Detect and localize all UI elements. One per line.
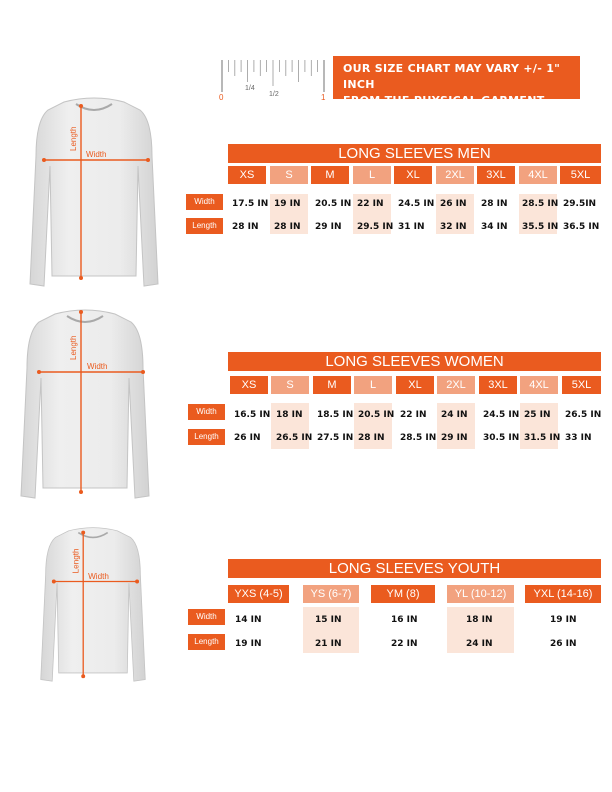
women-width-5xl: 26.5 IN <box>565 410 602 420</box>
men-length-m: 29 IN <box>315 222 342 232</box>
women-width-l: 20.5 IN <box>358 410 395 420</box>
women-shirt-width-label: Width <box>87 362 108 371</box>
note-line-1: OUR SIZE CHART MAY VARY +/- 1" INCH <box>343 62 561 91</box>
women-table-title: LONG SLEEVES WOMEN <box>228 352 601 371</box>
youth-length-ys: 21 IN <box>315 639 342 649</box>
women-size-xl: XL <box>396 376 434 394</box>
youth-size-ym: YM (8) <box>371 585 435 603</box>
women-size-3xl: 3XL <box>479 376 517 394</box>
youth-length-label: Length <box>188 634 225 650</box>
size-chart-note <box>333 56 580 107</box>
women-width-label: Width <box>188 404 225 420</box>
ruler-icon <box>218 56 328 102</box>
women-length-4xl: 31.5 IN <box>524 433 561 443</box>
note-line-2: FROM THE PHYSICAL GARMENT. <box>343 94 548 107</box>
men-length-xs: 28 IN <box>232 222 259 232</box>
men-length-4xl: 35.5 IN <box>522 222 559 232</box>
men-size-5xl: 5XL <box>560 166 601 184</box>
men-length-l: 29.5 IN <box>357 222 394 232</box>
men-width-3xl: 28 IN <box>481 199 508 209</box>
men-size-xs: XS <box>228 166 266 184</box>
men-width-2xl: 26 IN <box>440 199 467 209</box>
men-size-l: L <box>353 166 391 184</box>
ruler-half: 1/2 <box>269 91 279 98</box>
women-length-label: Length <box>188 429 225 445</box>
ruler-quarter: 1/4 <box>245 85 255 92</box>
youth-size-yl: YL (10-12) <box>447 585 514 603</box>
men-size-s: S <box>270 166 308 184</box>
youth-width-yxl: 19 IN <box>550 615 577 625</box>
youth-size-yxl: YXL (14-16) <box>525 585 601 603</box>
women-width-xl: 22 IN <box>400 410 427 420</box>
shirt-front-icon <box>28 526 158 686</box>
men-length-label: Length <box>186 218 223 234</box>
men-width-5xl: 29.5IN <box>563 199 597 209</box>
men-length-xl: 31 IN <box>398 222 425 232</box>
men-width-xl: 24.5 IN <box>398 199 435 209</box>
women-length-3xl: 30.5 IN <box>483 433 520 443</box>
men-size-4xl: 4XL <box>519 166 557 184</box>
men-size-3xl: 3XL <box>477 166 515 184</box>
men-size-xl: XL <box>394 166 432 184</box>
men-width-m: 20.5 IN <box>315 199 352 209</box>
women-length-l: 28 IN <box>358 433 385 443</box>
youth-width-yl: 18 IN <box>466 615 493 625</box>
youth-length-yxl: 26 IN <box>550 639 577 649</box>
youth-size-yxs: YXS (4-5) <box>228 585 289 603</box>
youth-width-yxs: 14 IN <box>235 615 262 625</box>
women-length-5xl: 33 IN <box>565 433 592 443</box>
ruler-zero: 0 <box>219 93 224 102</box>
women-size-2xl: 2XL <box>437 376 475 394</box>
men-length-s: 28 IN <box>274 222 301 232</box>
shirt-front-icon <box>20 96 168 292</box>
women-width-m: 18.5 IN <box>317 410 354 420</box>
youth-length-yxs: 19 IN <box>235 639 262 649</box>
women-shirt-length-label: Length <box>69 335 78 360</box>
men-shirt-width-label: Width <box>86 150 107 159</box>
men-size-m: M <box>311 166 349 184</box>
youth-shirt-width-label: Width <box>88 572 109 582</box>
women-size-xs: XS <box>230 376 268 394</box>
women-length-m: 27.5 IN <box>317 433 354 443</box>
women-width-2xl: 24 IN <box>441 410 468 420</box>
women-size-4xl: 4XL <box>520 376 558 394</box>
women-width-4xl: 25 IN <box>524 410 551 420</box>
youth-width-ym: 16 IN <box>391 615 418 625</box>
women-length-2xl: 29 IN <box>441 433 468 443</box>
youth-table-title: LONG SLEEVES YOUTH <box>228 559 601 578</box>
women-length-xs: 26 IN <box>234 433 261 443</box>
men-length-5xl: 36.5 IN <box>563 222 600 232</box>
women-length-s: 26.5 IN <box>276 433 313 443</box>
youth-length-yl: 24 IN <box>466 639 493 649</box>
men-table-title: LONG SLEEVES MEN <box>228 144 601 163</box>
men-width-4xl: 28.5 IN <box>522 199 559 209</box>
women-width-s: 18 IN <box>276 410 303 420</box>
women-size-5xl: 5XL <box>562 376 601 394</box>
women-width-3xl: 24.5 IN <box>483 410 520 420</box>
youth-length-ym: 22 IN <box>391 639 418 649</box>
youth-shirt-length-label: Length <box>71 548 81 574</box>
men-size-2xl: 2XL <box>436 166 474 184</box>
women-size-m: M <box>313 376 351 394</box>
men-length-3xl: 34 IN <box>481 222 508 232</box>
youth-size-ys: YS (6-7) <box>303 585 359 603</box>
youth-width-ys: 15 IN <box>315 615 342 625</box>
men-width-s: 19 IN <box>274 199 301 209</box>
men-shirt-length-label: Length <box>69 126 78 151</box>
ruler-one: 1 <box>321 93 326 102</box>
women-width-xs: 16.5 IN <box>234 410 271 420</box>
women-size-l: L <box>354 376 392 394</box>
women-length-xl: 28.5 IN <box>400 433 437 443</box>
youth-width-label: Width <box>188 609 225 625</box>
men-width-xs: 17.5 IN <box>232 199 269 209</box>
men-width-l: 22 IN <box>357 199 384 209</box>
women-size-s: S <box>271 376 309 394</box>
shirt-front-icon <box>10 308 160 504</box>
men-length-2xl: 32 IN <box>440 222 467 232</box>
men-width-label: Width <box>186 194 223 210</box>
